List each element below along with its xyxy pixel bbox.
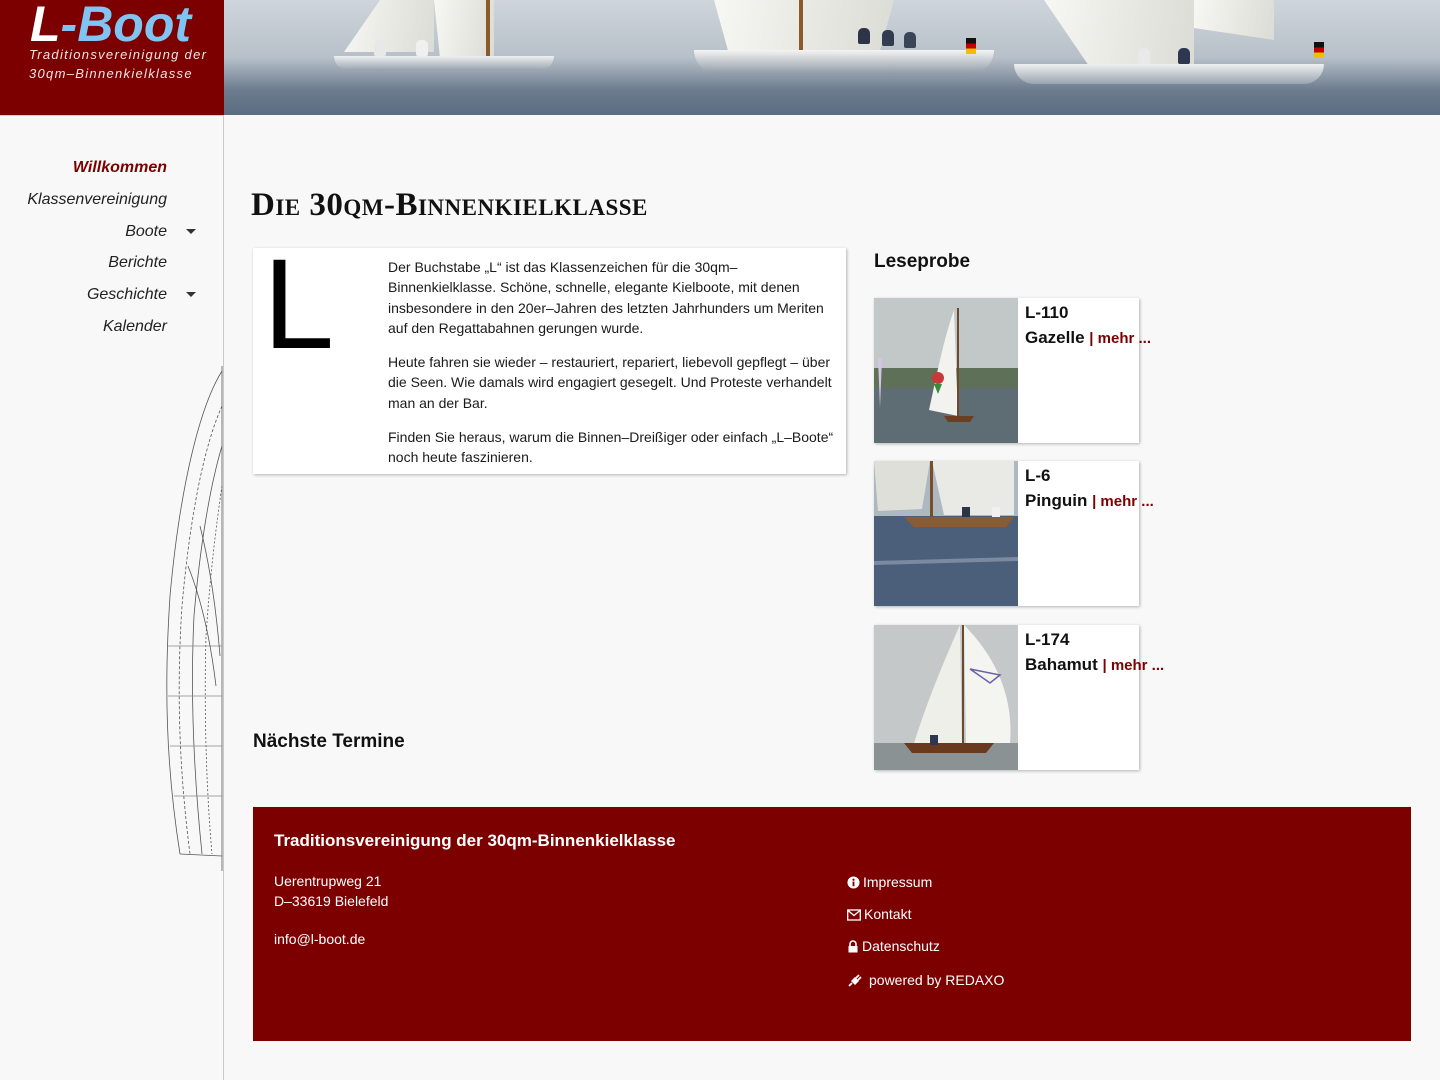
envelope-icon — [847, 909, 861, 921]
boat-name: Pinguin — [1025, 490, 1088, 510]
nav-label: Berichte — [108, 254, 167, 272]
footer-link-label: Impressum — [863, 874, 933, 890]
termine-heading: Nächste Termine — [253, 731, 405, 752]
nav-item-kalender[interactable] — [27, 311, 167, 343]
logo-dash: - — [60, 0, 78, 52]
footer — [253, 807, 1411, 1041]
boat-number: L-6 — [1025, 466, 1051, 485]
nav-item-boote[interactable] — [27, 216, 167, 248]
drop-cap-letter: L — [263, 233, 335, 376]
more-link[interactable]: | mehr ... — [1089, 329, 1151, 347]
nav-item-geschichte[interactable] — [27, 279, 167, 311]
nav-label: Kalender — [102, 317, 167, 335]
boat-photo[interactable] — [874, 625, 1018, 770]
boat-card-l174[interactable] — [874, 625, 1165, 770]
boat-info — [1025, 301, 1151, 351]
sidebar — [0, 115, 224, 1080]
hull-lines-drawing — [160, 366, 224, 871]
nav-label: Willkommen — [72, 159, 167, 176]
boat-name: Bahamut — [1025, 654, 1098, 674]
boat-card-l6[interactable] — [874, 461, 1154, 606]
boat-number: L-110 — [1025, 303, 1069, 322]
footer-address — [274, 871, 388, 911]
intro-card — [253, 233, 846, 474]
leseprobe-heading: Leseprobe — [874, 251, 971, 272]
tagline-line-1: Traditionsvereinigung der — [29, 47, 208, 62]
site-tagline — [29, 45, 219, 83]
logo-word: Boot — [77, 0, 192, 52]
nav-label: Boote — [125, 222, 167, 240]
lock-icon — [847, 940, 859, 953]
footer-link-label: Datenschutz — [862, 938, 940, 954]
more-link[interactable]: | mehr ... — [1102, 656, 1165, 674]
boat-number: L-174 — [1025, 630, 1070, 649]
intro-text — [388, 257, 840, 482]
caret-down-icon[interactable] — [186, 229, 196, 234]
footer-link-datenschutz[interactable] — [847, 937, 940, 955]
boat-info — [1025, 628, 1164, 678]
header-banner-photo — [224, 0, 1440, 115]
footer-link-label: Kontakt — [864, 906, 912, 922]
nav-item-willkommen[interactable] — [27, 152, 167, 184]
nav-label: Geschichte — [86, 286, 167, 304]
info-circle-icon — [847, 876, 860, 889]
brand-block — [0, 0, 224, 115]
logo-letter: L — [30, 0, 61, 52]
address-city: D–33619 Bielefeld — [274, 893, 389, 909]
main-navigation — [27, 152, 167, 343]
intro-paragraph: Finden Sie heraus, warum die Binnen–Dreißiger oder einfach „L–Boote“ noch heute faszinieren. — [388, 429, 834, 466]
boat-card-l110[interactable] — [874, 298, 1151, 443]
boat-photo[interactable] — [874, 298, 1018, 443]
boat-name: Gazelle — [1025, 327, 1085, 347]
nav-item-berichte[interactable] — [27, 247, 167, 279]
boat-info — [1025, 464, 1154, 514]
footer-email-link[interactable]: info@l-boot.de — [274, 931, 366, 947]
footer-link-kontakt[interactable] — [847, 905, 911, 923]
plug-icon — [847, 973, 863, 987]
caret-down-icon[interactable] — [186, 292, 196, 297]
tagline-line-2: 30qm–Binnenkielklasse — [29, 66, 193, 81]
page-title: Die 30qm-Binnenkielklasse — [251, 187, 648, 223]
nav-item-klassenvereinigung[interactable] — [27, 184, 167, 216]
address-street: Uerentrupweg 21 — [274, 873, 382, 889]
intro-paragraph: Heute fahren sie wieder – restauriert, repariert, liebevoll gepflegt – über die Seen. Wie damals wird engagiert gesegelt. Und Proteste verhandelt man an der Bar. — [388, 354, 832, 411]
footer-link-redaxo[interactable] — [847, 971, 1004, 989]
footer-title: Traditionsvereinigung der 30qm-Binnenkielklasse — [274, 831, 676, 850]
intro-paragraph: Der Buchstabe „L“ ist das Klassenzeichen für die 30qm–Binnenkielklasse. Schöne, schnelle, elegante Kielboote, mit denen insbesondere in den 20er–Jahren des letzten Jahrhunders um Meriten auf den Regattabahnen gerungen wurde. — [388, 259, 824, 336]
more-link[interactable]: | mehr ... — [1092, 492, 1154, 510]
footer-link-impressum[interactable] — [847, 873, 932, 891]
nav-label: Klassenvereinigung — [27, 190, 167, 208]
boat-photo[interactable] — [874, 461, 1018, 606]
footer-link-label: powered by REDAXO — [869, 972, 1005, 988]
